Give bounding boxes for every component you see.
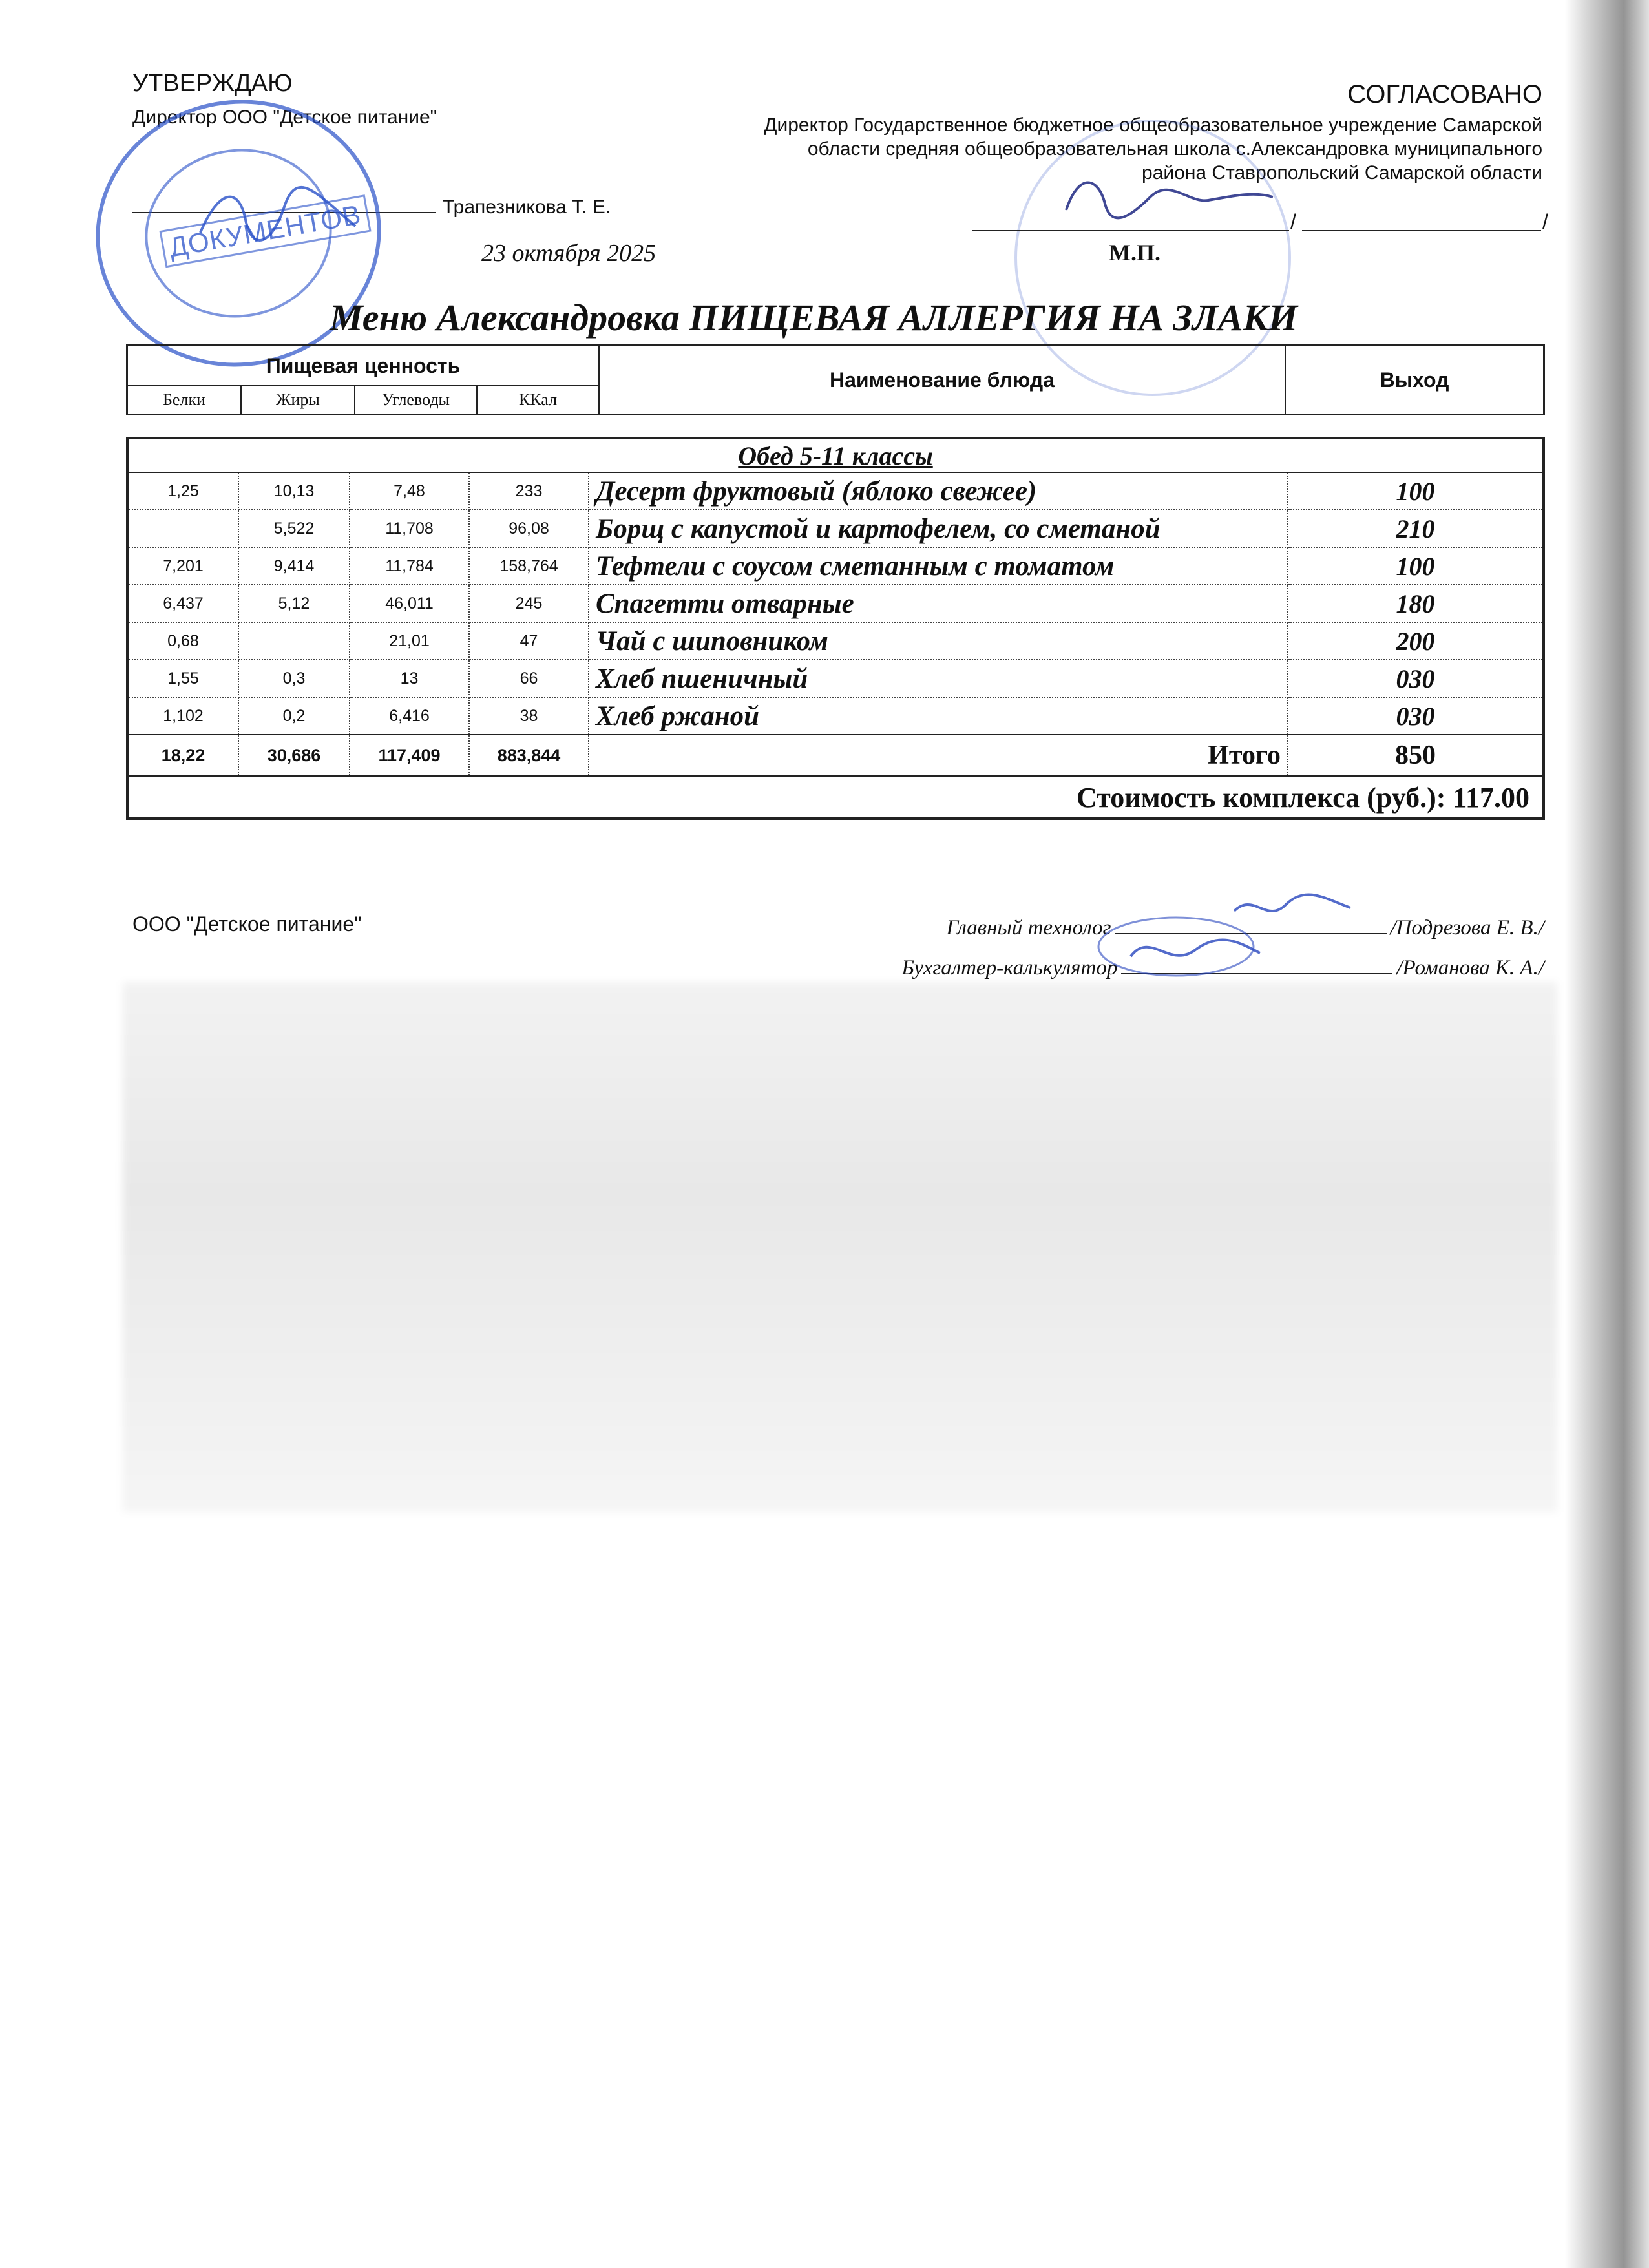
footer-signatures-icon bbox=[1092, 885, 1363, 989]
approve-role: Директор ООО "Детское питание" bbox=[132, 107, 437, 128]
kcal-cell: 233 bbox=[469, 472, 589, 510]
menu-table bbox=[126, 437, 1545, 820]
output-cell: 030 bbox=[1288, 697, 1544, 735]
tech-role: Главный технолог bbox=[946, 916, 1111, 940]
table-row bbox=[127, 622, 1544, 660]
stamp-text: ДОКУМЕНТОВ bbox=[159, 194, 371, 268]
proteins-cell: 7,201 bbox=[127, 547, 238, 585]
fats-cell bbox=[238, 622, 350, 660]
nutrition-header-table bbox=[126, 344, 1545, 415]
approve-heading: УТВЕРЖДАЮ bbox=[132, 70, 293, 97]
agree-line-3: района Ставропольский Самарской области bbox=[1142, 162, 1542, 184]
total-label: Итого bbox=[589, 735, 1288, 777]
tech-name: /Подрезова Е. В./ bbox=[1390, 916, 1544, 940]
cost-text: Стоимость комплекса (руб.): 117.00 bbox=[127, 777, 1544, 819]
fats-cell: 10,13 bbox=[238, 472, 350, 510]
table-row bbox=[127, 660, 1544, 697]
carbs-cell: 6,416 bbox=[350, 697, 469, 735]
fats-cell: 5,522 bbox=[238, 510, 350, 547]
section-title: Обед 5-11 классы bbox=[127, 438, 1544, 472]
carbs-cell: 11,784 bbox=[350, 547, 469, 585]
header-proteins: Белки bbox=[127, 386, 242, 415]
fats-cell: 9,414 bbox=[238, 547, 350, 585]
agree-line-2: области средняя общеобразовательная школа с.Александровка муниципального bbox=[807, 138, 1542, 160]
fats-cell: 5,12 bbox=[238, 585, 350, 622]
approve-signature-icon bbox=[194, 181, 362, 252]
seal-place-label: М.П. bbox=[1109, 240, 1161, 266]
output-cell: 100 bbox=[1288, 547, 1544, 585]
dish-cell: Спагетти отварные bbox=[589, 585, 1288, 622]
header-dish: Наименование блюда bbox=[599, 346, 1285, 415]
proteins-cell: 0,68 bbox=[127, 622, 238, 660]
carbs-cell: 7,48 bbox=[350, 472, 469, 510]
kcal-cell: 66 bbox=[469, 660, 589, 697]
proteins-cell: 1,102 bbox=[127, 697, 238, 735]
table-row bbox=[127, 472, 1544, 510]
output-cell: 100 bbox=[1288, 472, 1544, 510]
dish-cell: Хлеб пшеничный bbox=[589, 660, 1288, 697]
approve-name: Трапезникова Т. Е. bbox=[443, 196, 611, 218]
name-blank bbox=[1302, 230, 1541, 231]
output-cell: 030 bbox=[1288, 660, 1544, 697]
page-title: Меню Александровка ПИЩЕВАЯ АЛЛЕРГИЯ НА ЗЛАКИ bbox=[330, 297, 1298, 339]
output-cell: 180 bbox=[1288, 585, 1544, 622]
dish-cell: Хлеб ржаной bbox=[589, 697, 1288, 735]
table-row bbox=[127, 585, 1544, 622]
header-carbs: Углеводы bbox=[355, 386, 477, 415]
slash: / bbox=[1542, 210, 1548, 233]
slash: / bbox=[1290, 210, 1296, 233]
carbs-cell: 13 bbox=[350, 660, 469, 697]
proteins-cell: 6,437 bbox=[127, 585, 238, 622]
carbs-cell: 21,01 bbox=[350, 622, 469, 660]
proteins-cell bbox=[127, 510, 238, 547]
footer-company: ООО "Детское питание" bbox=[132, 912, 362, 936]
bleed-through-shadow bbox=[123, 982, 1557, 1512]
kcal-cell: 158,764 bbox=[469, 547, 589, 585]
header-fats: Жиры bbox=[241, 386, 355, 415]
dish-cell: Чай с шиповником bbox=[589, 622, 1288, 660]
signature-blank bbox=[972, 230, 1289, 231]
dish-cell: Борщ с капустой и картофелем, со сметаной bbox=[589, 510, 1288, 547]
total-carbs: 117,409 bbox=[350, 735, 469, 777]
kcal-cell: 96,08 bbox=[469, 510, 589, 547]
proteins-cell: 1,25 bbox=[127, 472, 238, 510]
total-output: 850 bbox=[1288, 735, 1544, 777]
dish-cell: Тефтели с соусом сметанным с томатом bbox=[589, 547, 1288, 585]
carbs-cell: 11,708 bbox=[350, 510, 469, 547]
approve-date: 23 октября 2025 bbox=[481, 240, 656, 267]
carbs-cell: 46,011 bbox=[350, 585, 469, 622]
proteins-cell: 1,55 bbox=[127, 660, 238, 697]
dish-cell: Десерт фруктовый (яблоко свежее) bbox=[589, 472, 1288, 510]
kcal-cell: 38 bbox=[469, 697, 589, 735]
agree-heading: СОГЛАСОВАНО bbox=[1347, 80, 1542, 109]
table-row bbox=[127, 697, 1544, 735]
output-cell: 210 bbox=[1288, 510, 1544, 547]
acc-role: Бухгалтер-калькулятор bbox=[901, 956, 1118, 980]
cost-row bbox=[127, 777, 1544, 819]
total-proteins: 18,22 bbox=[127, 735, 238, 777]
fats-cell: 0,2 bbox=[238, 697, 350, 735]
kcal-cell: 47 bbox=[469, 622, 589, 660]
header-kcal: ККал bbox=[477, 386, 599, 415]
scan-edge-shadow bbox=[1565, 0, 1649, 2268]
output-cell: 200 bbox=[1288, 622, 1544, 660]
header-nutrition: Пищевая ценность bbox=[127, 346, 600, 386]
table-row bbox=[127, 510, 1544, 547]
total-kcal: 883,844 bbox=[469, 735, 589, 777]
agree-signature-icon bbox=[1060, 165, 1279, 229]
header-output: Выход bbox=[1285, 346, 1544, 415]
total-row bbox=[127, 735, 1544, 777]
kcal-cell: 245 bbox=[469, 585, 589, 622]
total-fats: 30,686 bbox=[238, 735, 350, 777]
agree-line-1: Директор Государственное бюджетное общеобразовательное учреждение Самарской bbox=[764, 114, 1542, 136]
table-row bbox=[127, 547, 1544, 585]
fats-cell: 0,3 bbox=[238, 660, 350, 697]
acc-name: /Романова К. А./ bbox=[1396, 956, 1544, 980]
